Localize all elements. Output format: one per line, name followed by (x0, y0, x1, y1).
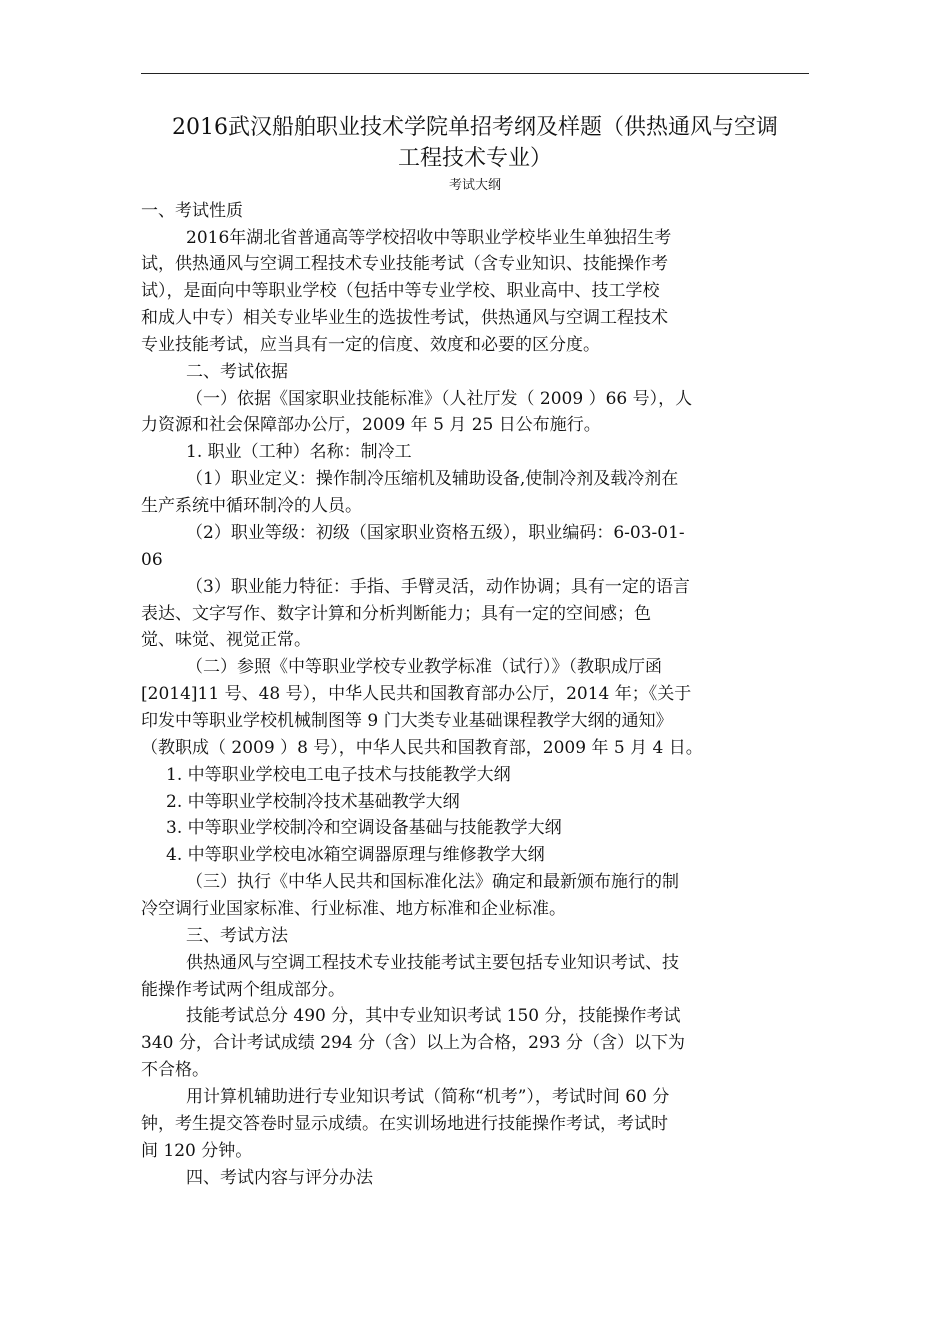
paragraph-line: 钟，考生提交答卷时显示成绩。在实训场地进行技能操作考试，考试时 (141, 1114, 668, 1134)
document-subtitle: 考试大纲 (448, 178, 501, 193)
paragraph-line: 印发中等职业学校机械制图等 9 门大类专业基础课程教学大纲的通知》 (141, 711, 673, 731)
paragraph-line: 冷空调行业国家标准、行业标准、地方标准和企业标准。 (141, 899, 566, 919)
list-item: 1. 中等职业学校电工电子技术与技能教学大纲 (166, 765, 511, 785)
paragraph-line: （二）参照《中等职业学校专业教学标准（试行）》（教职成厅函 (186, 657, 662, 677)
section-heading: 三、考试方法 (186, 926, 288, 946)
paragraph-line: 试），是面向中等职业学校（包括中等专业学校、职业高中、技工学校 (141, 281, 660, 301)
paragraph-line: 专业技能考试，应当具有一定的信度、效度和必要的区分度。 (141, 335, 600, 355)
paragraph-line: 和成人中专）相关专业毕业生的选拔性考试，供热通风与空调工程技术 (141, 308, 668, 328)
paragraph-line: 06 (141, 550, 163, 570)
paragraph-line: 不合格。 (141, 1060, 209, 1080)
paragraph-line: 表达、文字写作、数字计算和分析判断能力；具有一定的空间感；色 (141, 604, 651, 624)
paragraph-line: （1）职业定义：操作制冷压缩机及辅助设备,使制冷剂及载冷剂在 (186, 469, 679, 489)
title-line-1: 2016武汉船舶职业技术学院单招考纲及样题（供热通风与空调 (172, 115, 778, 140)
paragraph-line: [2014]11 号、48 号），中华人民共和国教育部办公厅，2014 年；《关于 (141, 684, 692, 704)
section-heading: 一、考试性质 (141, 201, 243, 221)
paragraph-line: （教职成（ 2009 ）8 号），中华人民共和国教育部，2009 年 5 月 4 日。 (141, 738, 703, 758)
header-rule (141, 73, 809, 74)
list-item: 3. 中等职业学校制冷和空调设备基础与技能教学大纲 (166, 818, 562, 838)
paragraph-line: 试，供热通风与空调工程技术专业技能考试（含专业知识、技能操作考 (141, 254, 668, 274)
paragraph-line: 间 120 分钟。 (141, 1141, 253, 1161)
paragraph-line: 2016年湖北省普通高等学校招收中等职业学校毕业生单独招生考 (186, 228, 672, 248)
list-item: 4. 中等职业学校电冰箱空调器原理与维修教学大纲 (166, 845, 545, 865)
paragraph-line: 技能考试总分 490 分，其中专业知识考试 150 分，技能操作考试 (186, 1006, 681, 1026)
section-heading: 二、考试依据 (186, 362, 288, 382)
paragraph-line: 力资源和社会保障部办公厅，2009 年 5 月 25 日公布施行。 (141, 415, 601, 435)
paragraph-line: 340 分，合计考试成绩 294 分（含）以上为合格，293 分（含）以下为 (141, 1033, 685, 1053)
paragraph-line: （3）职业能力特征：手指、手臂灵活，动作协调；具有一定的语言 (186, 577, 690, 597)
paragraph-line: 觉、味觉、视觉正常。 (141, 630, 311, 650)
paragraph-line: （一）依据《国家职业技能标准》（人社厅发（ 2009 ）66 号），人 (186, 389, 693, 409)
paragraph-line: （2）职业等级：初级（国家职业资格五级），职业编码：6-03-01- (186, 523, 685, 543)
paragraph-line: 1. 职业（工种）名称：制冷工 (186, 442, 412, 462)
title-line-2: 工程技术专业） (397, 146, 552, 171)
paragraph-line: （三）执行《中华人民共和国标准化法》确定和最新颁布施行的制 (186, 872, 679, 892)
paragraph-line: 供热通风与空调工程技术专业技能考试主要包括专业知识考试、技 (186, 953, 679, 973)
section-heading: 四、考试内容与评分办法 (186, 1168, 373, 1188)
paragraph-line: 用计算机辅助进行专业知识考试（简称“机考”），考试时间 60 分 (186, 1087, 670, 1107)
paragraph-line: 生产系统中循环制冷的人员。 (141, 496, 362, 516)
document-title (141, 112, 809, 174)
list-item: 2. 中等职业学校制冷技术基础教学大纲 (166, 792, 460, 812)
paragraph-line: 能操作考试两个组成部分。 (141, 980, 345, 1000)
